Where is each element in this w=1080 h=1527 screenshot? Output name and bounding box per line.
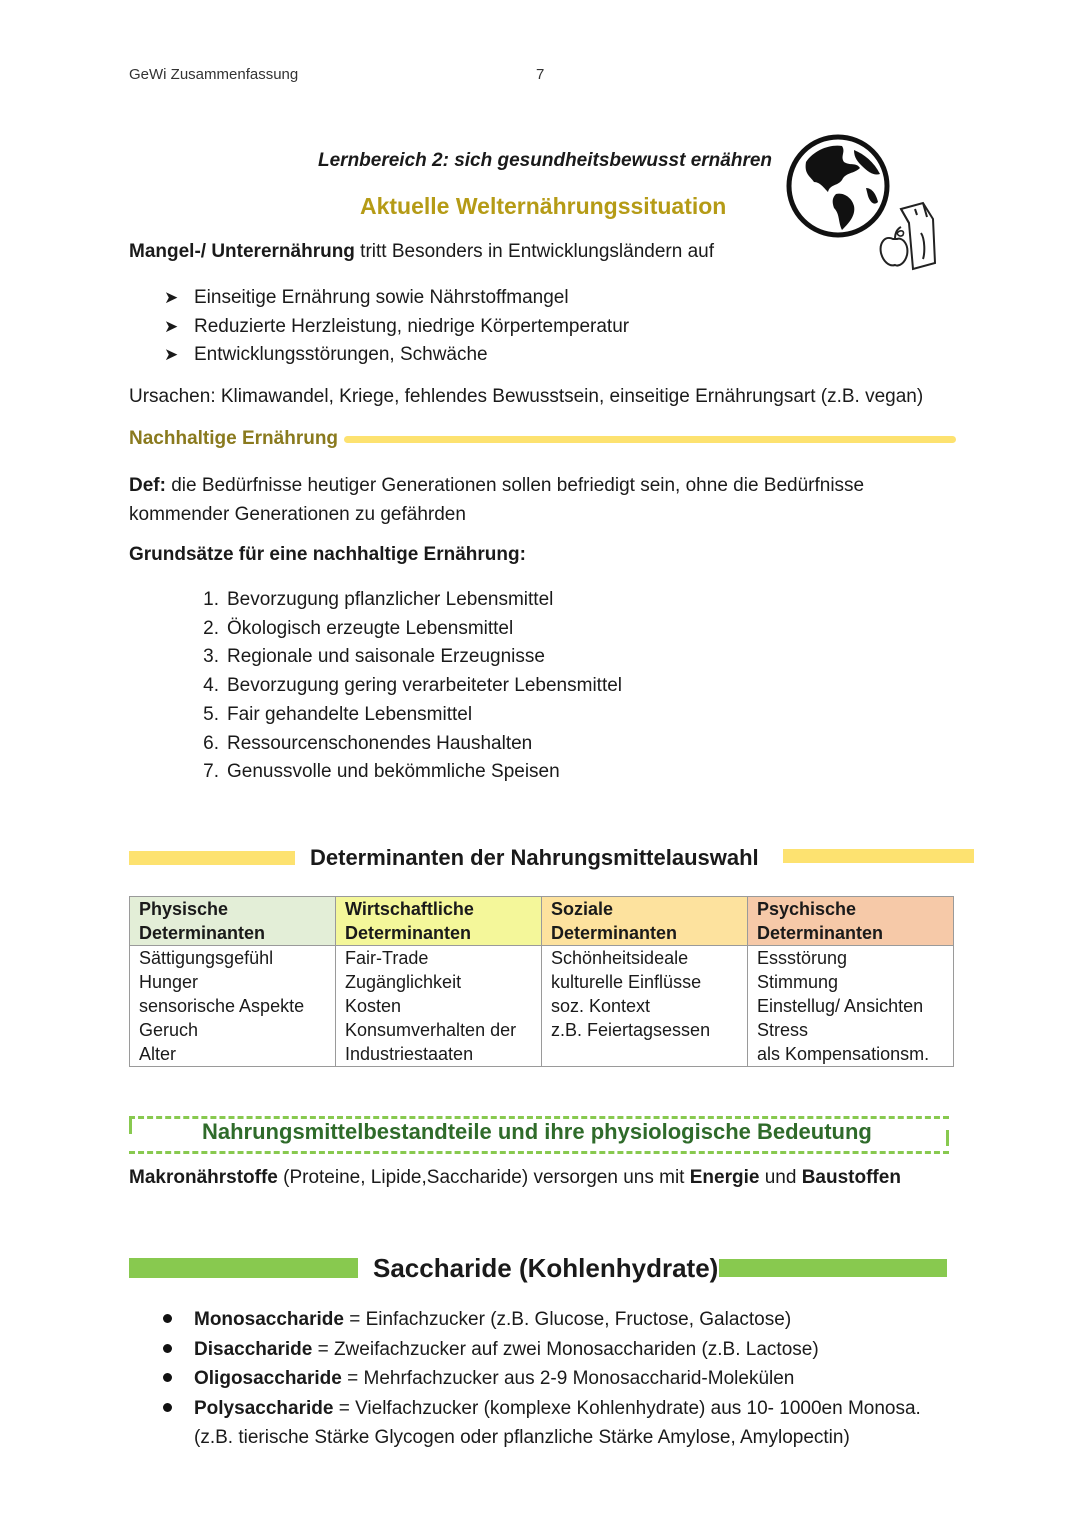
table-cell: Schönheitsideale kulturelle Einflüsse soz. Kontext z.B. Feiertagsessen	[542, 946, 748, 1067]
page-number: 7	[536, 66, 545, 83]
list-item: Monosaccharide = Einfachzucker (z.B. Glucose, Fructose, Galactose)	[194, 1305, 921, 1335]
saccharide-right-bar	[719, 1259, 947, 1277]
grundsaetze-list	[203, 586, 623, 787]
list-item-continuation: (z.B. tierische Stärke Glycogen oder pflanzliche Stärke Amylose, Amylopectin)	[194, 1427, 850, 1448]
def-line1: die Bedürfnisse heutiger Generationen sollen befriedigt sein, ohne die Bedürfnisse	[165, 475, 865, 496]
list-item: 2. Ökologisch erzeugte Lebensmittel	[203, 617, 514, 639]
determinanten-left-bar	[129, 851, 295, 865]
list-item: 3. Regionale und saisonale Erzeugnisse	[203, 646, 545, 668]
arrow-bullet-icon: ➤	[164, 316, 179, 336]
welt-causes: Ursachen: Klimawandel, Kriege, fehlendes Bewusstsein, einseitige Ernährungsart (z.B. vegan)	[129, 386, 924, 407]
nachhaltig-title-underline	[344, 436, 956, 443]
list-item: 5. Fair gehandelte Lebensmittel	[203, 703, 473, 725]
bestandteile-title: Nahrungsmittelbestandteile und ihre physiologische Bedeutung	[180, 1119, 894, 1145]
bullet-dot-icon	[163, 1344, 172, 1353]
nachhaltig-definition	[129, 471, 864, 529]
header-cell-physisch: Physische Determinanten	[130, 897, 336, 946]
def-line2: kommender Generationen zu gefährden	[129, 504, 466, 525]
welt-intro-bold: Mangel-/ Unterernährung	[129, 241, 355, 262]
table-cell: Fair-Trade Zugänglichkeit Kosten Konsumverhalten der Industriestaaten	[336, 946, 542, 1067]
determinanten-table	[129, 896, 954, 1067]
list-item: Disaccharide = Zweifachzucker auf zwei Monosacchariden (z.B. Lactose)	[194, 1335, 921, 1365]
list-item: 4. Bevorzugung gering verarbeiteter Lebensmittel	[203, 675, 623, 697]
lernbereich-heading: Lernbereich 2: sich gesundheitsbewusst ernähren	[318, 150, 773, 171]
saccharide-left-bar	[129, 1258, 358, 1278]
list-item: Polysaccharide = Vielfachzucker (komplexe Kohlenhydrate) aus 10- 1000en Monosa.	[194, 1394, 921, 1424]
arrow-bullet-icon: ➤	[164, 345, 179, 364]
table-cell: Essstörung Stimmung Einstellug/ Ansichten Stress als Kompensationsm.	[748, 946, 954, 1067]
arrow-bullet-icon: ➤	[164, 288, 179, 307]
header-cell-psychisch: Psychische Determinanten	[748, 897, 954, 946]
list-item: Oligosaccharide = Mehrfachzucker aus 2-9 Monosaccharid-Molekülen	[194, 1364, 921, 1394]
welt-bullet-list	[164, 284, 630, 370]
table-cell: Sättigungsgefühl Hunger sensorische Aspekte Geruch Alter	[130, 946, 336, 1067]
welt-intro	[129, 240, 714, 264]
saccharide-list	[194, 1305, 921, 1453]
bestandteile-frame-left	[129, 1118, 132, 1134]
welt-intro-rest: tritt Besonders in Entwicklungsländern auf	[354, 241, 714, 262]
saccharide-title: Saccharide (Kohlenhydrate)	[373, 1253, 719, 1283]
list-item: ➤ Reduzierte Herzleistung, niedrige Körpertemperatur	[194, 313, 629, 342]
header-cell-sozial: Soziale Determinanten	[542, 897, 748, 946]
bullet-dot-icon	[163, 1403, 172, 1412]
nachhaltig-title: Nachhaltige Ernährung	[129, 428, 339, 449]
doc-title: GeWi Zusammenfassung	[129, 66, 299, 83]
grundsaetze-title: Grundsätze für eine nachhaltige Ernährung:	[129, 544, 526, 565]
grocery-bag-apple-icon	[877, 199, 941, 273]
bullet-dot-icon	[163, 1314, 172, 1323]
list-item: ➤ Entwicklungsstörungen, Schwäche	[194, 341, 629, 370]
bestandteile-frame-right	[946, 1130, 949, 1146]
def-label: Def:	[129, 475, 166, 496]
list-item: ➤ Einseitige Ernährung sowie Nährstoffmangel	[194, 284, 629, 313]
list-item: 6. Ressourcenschonendes Haushalten	[203, 732, 533, 754]
header-cell-wirtschaftlich: Wirtschaftliche Determinanten	[336, 897, 542, 946]
welt-title: Aktuelle Welternährungssituation	[360, 193, 727, 219]
bullet-dot-icon	[163, 1373, 172, 1382]
determinanten-right-bar	[783, 849, 974, 863]
makro-line: Makronährstoffe (Proteine, Lipide,Saccharide) versorgen uns mit Energie und Baustoffen	[129, 1167, 901, 1188]
determinanten-title: Determinanten der Nahrungsmittelauswahl	[310, 845, 759, 870]
list-item: 7. Genussvolle und bekömmliche Speisen	[203, 761, 560, 783]
table-header-row	[130, 897, 954, 946]
list-item: 1. Bevorzugung pflanzlicher Lebensmittel	[203, 589, 554, 610]
table-row	[130, 946, 954, 1067]
